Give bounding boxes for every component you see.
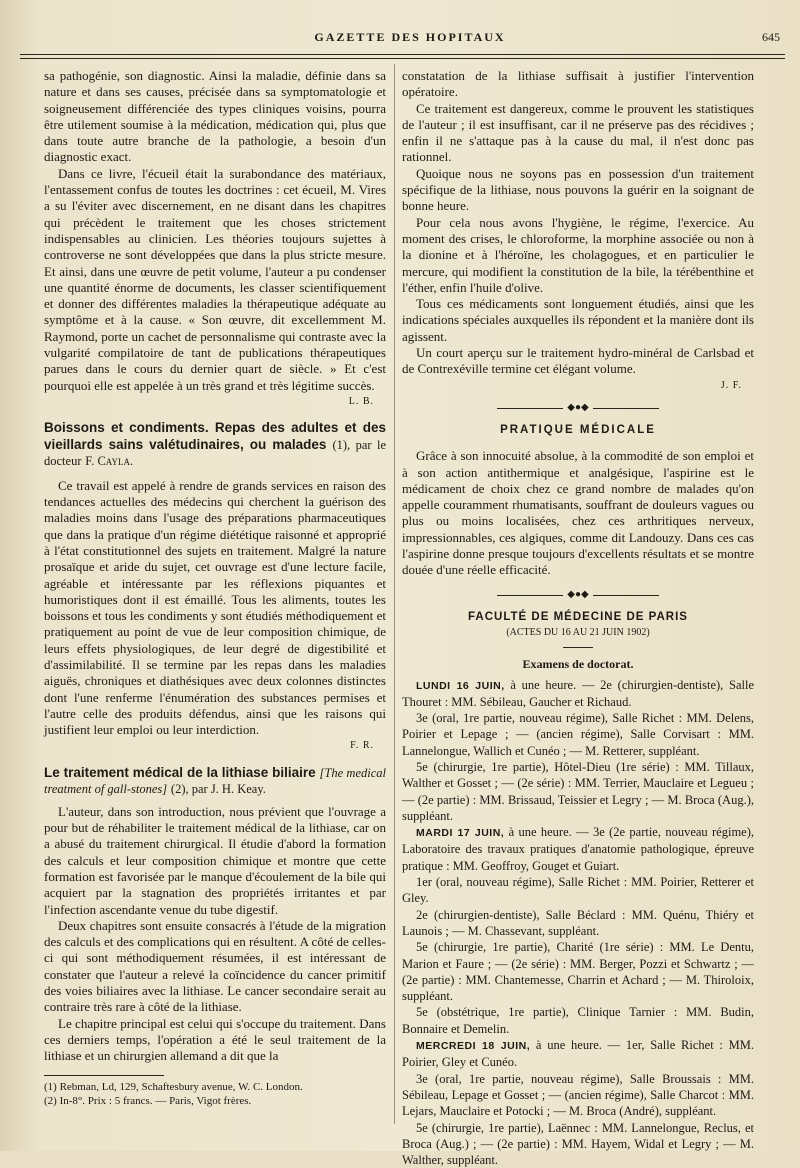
section-ornament: ◆●◆ <box>402 587 754 603</box>
section-ornament: ◆●◆ <box>402 400 754 416</box>
signature: F. R. <box>350 740 374 752</box>
exam-entry <box>402 824 754 874</box>
journal-title: GAZETTE DES HOPITAUX <box>314 30 506 44</box>
column-divider <box>394 64 395 1124</box>
paragraph: Quoique nous ne soyons pas en possession d'un traitement spécifique de la lithiase, nous pouvons la guérir en la soignant de bonne heure. <box>402 165 754 214</box>
article-title-text: Le traitement médical de la lithiase biliaire <box>44 764 316 780</box>
paragraph: L'auteur, dans son introduction, nous prévient que l'ouvrage a pour but de réhabiliter le traitement médical de la lithiase, car on a abusé du traitement chirurgical. Il étudie d'abord la formation des calculs et leur composition chimique et montre que cette formation est favorisée par le manque d'écoulement de la bile qui acquiert par la stagnation des propriétés irritantes et par l'infection ascendante venue du tube digestif. <box>44 803 386 917</box>
paragraph: Deux chapitres sont ensuite consacrés à l'étude de la migration des calculs et des complications qui en résultent. A côté de celles-ci qui sont méthodiquement résumées, il est intéressant de constater que l'auteur a relevé la coïncidence du cancer primitif des voies biliaires avec la lithiase. Le cancer secondaire serait au contraire très rare à côté de la lithiase. <box>44 917 386 1015</box>
exam-entry <box>402 677 754 711</box>
exam-entry: 5e (chirurgie, 1re partie), Hôtel-Dieu (1re série) : MM. Tillaux, Walther et Gosset ; — (2e série) : MM. Terrier, Mauclaire et Legueu ; — (2e partie) : MM. Brissaud, Teissier et Legry ; — M. Broca (Aug.), suppléant. <box>402 759 754 823</box>
paragraph: Dans ce livre, l'écueil était la surabondance des matériaux, l'entassement confus de toutes les doctrines : cet écueil, M. Vires a su l'éviter avec discernement, en ne disant dans les chapitres qui précèdent le traitement que les choses strictement indispensables au clinicien. Les théories toujours sujettes à controverse ne sont développées que dans la plus stricte mesure. Et ainsi, dans une œuvre de petit volume, l'auteur a pu condenser une quantité énorme de documents, les classer scientifiquement et donner des différentes maladies la thérapeutique adéquate au symptôme et à la cause. « Son œuvre, dit excellemment M. Raymond, porte un cachet de personnalisme qui contraste avec la vulgarité compilatoire de tant de publications thérapeutiques parues dans le cours du dernier quart de siècle. » Et c'est pourquoi elle est appelée à un très grand et très légitime succès. <box>44 165 386 393</box>
section-subtitle: (ACTES DU 16 AU 21 JUIN 1902) <box>506 626 650 638</box>
article-title <box>44 765 386 798</box>
article-title-italic: [The medical treatment of gall-stones] <box>44 765 386 797</box>
signature: J. F. <box>720 379 742 391</box>
footnote: (2) In-8°. Prix : 5 francs. — Paris, Vigot frères. <box>44 1094 252 1107</box>
exam-entry: 3e (oral, 1re partie, nouveau régime), Salle Richet : MM. Delens, Poirier et Lepage ; — (ancien régime), Salle Corvisart : MM. Lannelongue, Wallich et Cunéo ; — M. Retterer, suppléant. <box>402 711 754 758</box>
footnote: (1) Rebman, Ld, 129, Schaftesbury avenue, W. C. London. <box>44 1080 303 1093</box>
header-rule-bottom <box>20 58 785 59</box>
exam-entry: 5e (obstétrique, 1re partie), Clinique Tarnier : MM. Budin, Bonnaire et Demelin. <box>402 1005 754 1036</box>
left-column <box>44 68 386 1108</box>
paragraph: Pour cela nous avons l'hygiène, le régime, l'exercice. Au moment des crises, le chloroforme, la morphine associée ou non à la dionine et à l'héroïne, les cholagogues, et en particulier le mercure, qui modifient la constitution de la bile, la térébenthine et l'éther, enfin l'huile d'olive. <box>402 214 754 295</box>
article-title <box>44 420 386 470</box>
article-title-text: Boissons et condiments. Repas des adultes et des vieillards sains valétudinaires, ou malades <box>44 420 386 452</box>
paragraph: constatation de la lithiase suffisait à justifier l'intervention opératoire. <box>402 68 754 100</box>
exam-entry: 5e (chirurgie, 1re partie), Laënnec : MM. Lannelongue, Reclus, et Broca (Aug.) ; — (2e partie) : MM. Hayem, Widal et Legry ; — M. Walther, suppléant. <box>402 1120 754 1168</box>
exam-text: à une heure. — 3e (2e partie, nouveau régime), Laboratoire des travaux pratiques d'anatomie pathologique, épreuve pratique : MM. Geoffroy, Gouget et Guiart. <box>402 825 755 873</box>
exam-entry: 2e (chirurgien-dentiste), Salle Béclard : MM. Quénu, Thiéry et Launois ; — M. Chassevant, suppléant. <box>402 907 754 938</box>
exam-day: MERCREDI 18 JUIN, <box>416 1040 531 1053</box>
paragraph: Le chapitre principal est celui qui s'occupe du traitement. Dans ces derniers temps, l'opération a été le seul traitement de la lithiase et un chirurgien allemand a dit que la <box>44 1015 386 1064</box>
section-title: FACULTÉ DE MÉDECINE DE PARIS <box>468 610 688 623</box>
article-author: F. Cayla. <box>85 454 134 469</box>
exam-entry: 5e (chirurgie, 1re partie), Charité (1re série) : MM. Le Dentu, Marion et Faure ; — (2e série) : MM. Berger, Pozzi et Schwartz ; — (2e partie) : MM. Chantemesse, Charrin et Achard ; — M. Thiroloix, suppléant. <box>402 940 754 1004</box>
signature: L. B. <box>348 395 374 407</box>
article-ref: (2), par J. H. Keay. <box>170 782 266 797</box>
subsection-title: Examens de doctorat. <box>522 657 634 672</box>
paragraph: Grâce à son innocuité absolue, à la commodité de son emploi et à son action antithermique et analgésique, l'aspirine est le médicament de choix chez ce grand nombre de malades qu'on appelle couramment rhumatisants, souffrant de douleurs vagues ou plus ou moins localisées, chez ces arthritiques nerveux, impressionnables, ces algiques, comme dit Landouzy. Dans ces cas l'aspirine donne presque toujours d'excellents résultats et se montre douée d'une réelle efficacité. <box>402 448 754 578</box>
paragraph: Ce traitement est dangereux, comme le prouvent les statistiques de l'auteur ; il est insuffisant, car il ne préserve pas des récidives ; enfin il ne s'attaque pas à la cause du mal, il n'est donc pas rationnel. <box>402 100 754 165</box>
section-title: PRATIQUE MÉDICALE <box>500 423 656 436</box>
paragraph: Tous ces médicaments sont longuement étudiés, ainsi que les indications spéciales auxquelles ils répondent et la manière dont ils agissent. <box>402 296 754 344</box>
exam-entry: 1er (oral, nouveau régime), Salle Richet : MM. Poirier, Retterer et Gley. <box>402 875 754 906</box>
footnote-rule <box>44 1075 164 1076</box>
header-rule-top <box>20 54 785 55</box>
paragraph: sa pathogénie, son diagnostic. Ainsi la maladie, définie dans sa nature et dans ses causes, précisée dans sa symptomatologie et soigneusement différenciée des types cliniques voisins, pourra être utilement soumise à la médication, médication qui, plus que dans toute autre branche de la pathologie, a besoin d'un diagnostic exact. <box>44 68 386 165</box>
article-ref: (1), par le docteur <box>44 437 386 469</box>
paragraph: Un court aperçu sur le traitement hydro-minéral de Carlsbad et de Contrexéville termine cet élégant volume. <box>402 345 754 377</box>
right-column <box>402 68 754 1168</box>
exam-text: à une heure. — 2e (chirurgien-dentiste), Salle Thouret : MM. Sébileau, Gaucher et Richaud. <box>402 677 755 709</box>
exam-day: MARDI 17 JUIN, <box>416 827 505 840</box>
exam-entry <box>402 1037 754 1071</box>
paragraph: Ce travail est appelé à rendre de grands services en raison des tendances actuelles des médecins qui cherchent la guérison des maladies moins dans l'usage des préparations pharmaceutiques que dans la pratique d'un régime diététique raisonné et approprié à l'état constitutionnel des sujets en traitement. Malgré la nature prosaïque et aride du sujet, cet ouvrage est d'une lecture facile, agréable et intéressante par les réflexions piquantes et humoristiques dont il est émaillé. Tous les aliments, toutes les boissons et tous les condiments y sont étudiés méthodiquement et pratiquement au point de vue de leur composition chimique, de leurs effets physiologiques, de leur degré de digestibilité et d'assimilabilité. Il se termine par les repas dans les maladies aiguës, chroniques et diathésiques avec deux colonnes distinctes dont l'une renferme l'énumération des substances permises et l'autre celle des produits défendus, ainsi que les raisons qui justifient leur emploi ou leur interdiction. <box>44 477 386 738</box>
exam-entry: 3e (oral, 1re partie, nouveau régime), Salle Broussais : MM. Sébileau, Lepage et Gosset ; — (ancien régime), Salle Charcot : MM. Lejars, Mauclaire et Potocki ; — M. Broca (André), suppléant. <box>402 1071 754 1119</box>
page-number: 645 <box>762 30 780 44</box>
exam-day: LUNDI 16 JUIN, <box>416 679 505 692</box>
short-rule <box>563 647 593 648</box>
exam-text: à une heure. — 1er, Salle Richet : MM. Poirier, Gley et Cunéo. <box>402 1038 755 1070</box>
page-header <box>40 30 780 52</box>
